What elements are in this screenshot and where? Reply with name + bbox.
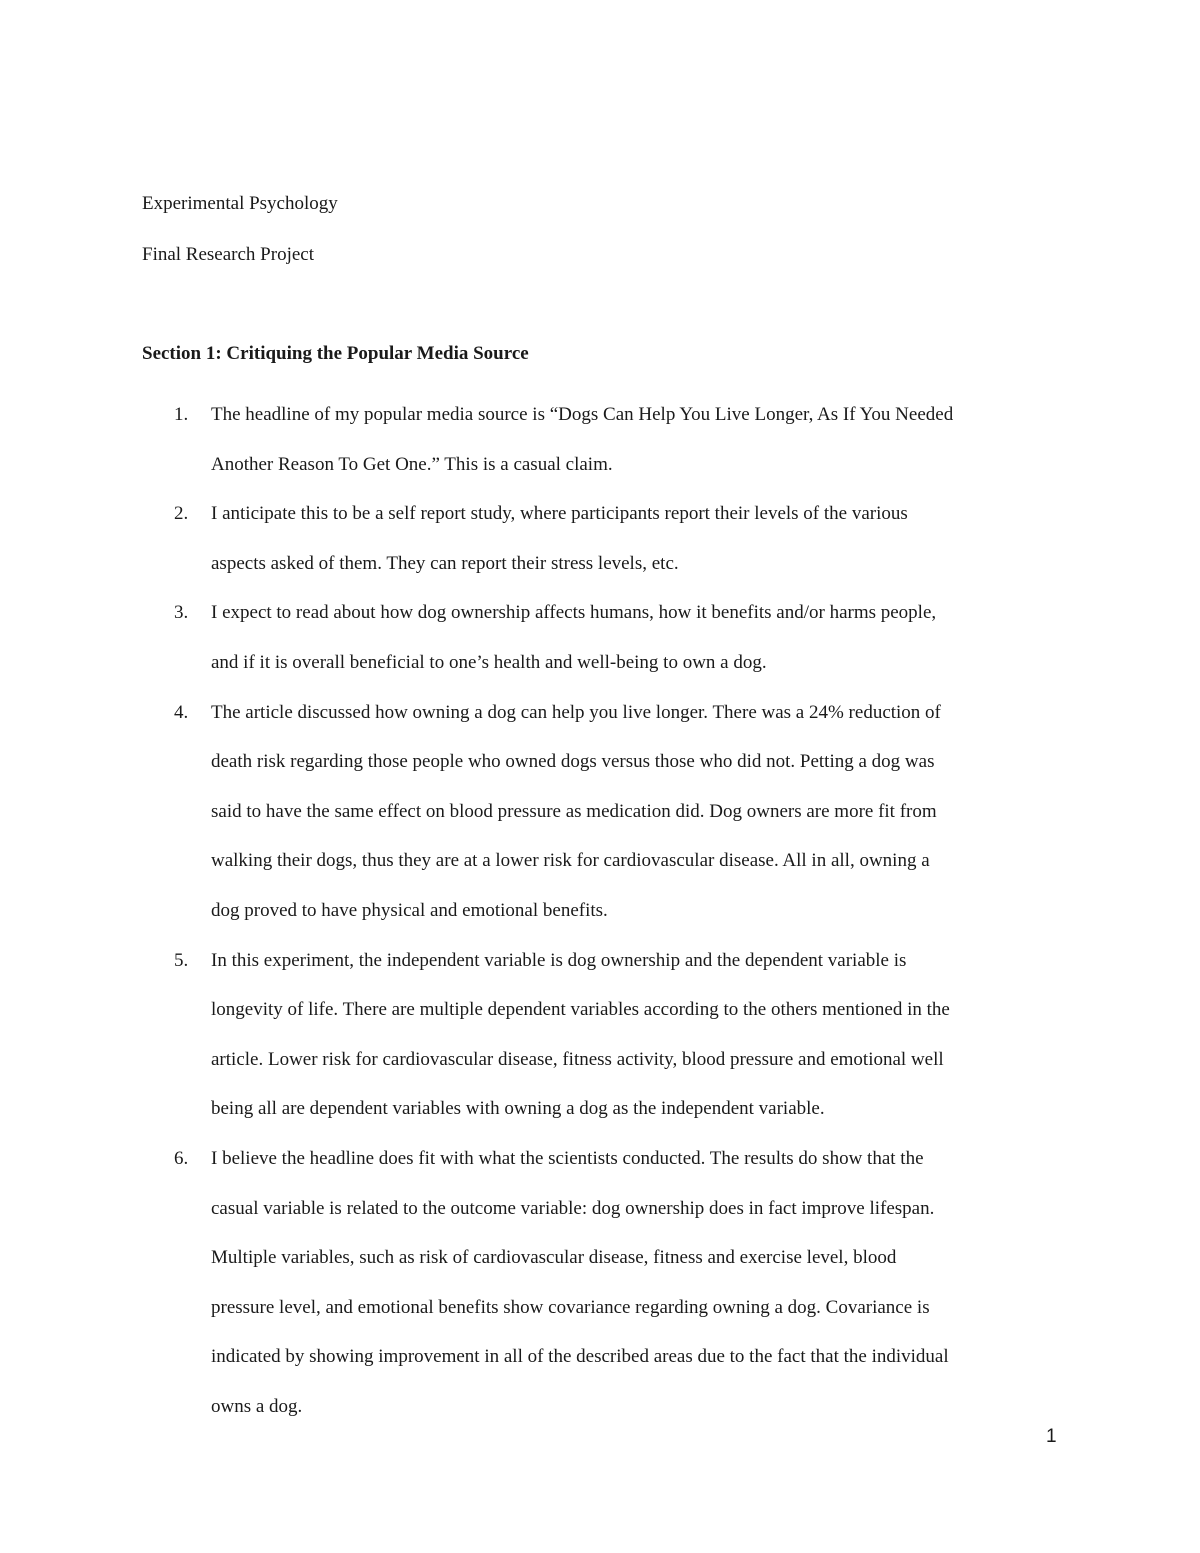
list-item-line: Multiple variables, such as risk of cardiovascular disease, fitness and exercise level, blood [211, 1247, 897, 1269]
list-item-line: I believe the headline does fit with what the scientists conducted. The results do show that the [211, 1147, 924, 1169]
list-item [0, 688, 1200, 936]
list-item-line: The article discussed how owning a dog can help you live longer. There was a 24% reduction of [211, 701, 941, 723]
list-item-line: walking their dogs, thus they are at a lower risk for cardiovascular disease. All in all, owning a [211, 850, 930, 872]
list-item-line: dog proved to have physical and emotional benefits. [211, 899, 608, 921]
list-item-line: In this experiment, the independent variable is dog ownership and the dependent variable is [211, 949, 907, 971]
list-item-line: owns a dog. [211, 1395, 303, 1417]
numbered-list [0, 390, 1200, 1431]
list-item [0, 588, 1200, 687]
list-item [0, 1134, 1200, 1432]
list-item-number: 4. [174, 701, 189, 723]
list-item-line: indicated by showing improvement in all of the described areas due to the fact that the individual [211, 1346, 949, 1368]
list-item-text [211, 390, 1061, 489]
list-item-number: 1. [174, 404, 189, 425]
list-item-number: 6. [174, 1147, 189, 1169]
list-item-line: said to have the same effect on blood pressure as medication did. Dog owners are more fit from [211, 800, 937, 822]
project-title: Final Research Project [142, 244, 315, 265]
page-number: 1 [1046, 1426, 1057, 1447]
list-item [0, 936, 1200, 1134]
list-item-line: casual variable is related to the outcome variable: dog ownership does in fact improve lifespan. [211, 1197, 935, 1219]
list-item-line: The headline of my popular media source is “Dogs Can Help You Live Longer, As If You Needed [211, 404, 954, 425]
list-item-text [211, 688, 1061, 936]
list-item-number: 5. [174, 949, 189, 971]
section-heading: Section 1: Critiquing the Popular Media Source [142, 343, 529, 364]
list-item-line: article. Lower risk for cardiovascular disease, fitness activity, blood pressure and emotional well [211, 1048, 944, 1070]
list-item-text [211, 588, 1061, 687]
list-item-line: aspects asked of them. They can report their stress levels, etc. [211, 552, 679, 574]
list-item-text [211, 1134, 1061, 1432]
list-item-line: Another Reason To Get One.” This is a casual claim. [211, 453, 613, 475]
list-item-line: I anticipate this to be a self report study, where participants report their levels of the various [211, 503, 908, 525]
list-item-line: I expect to read about how dog ownership affects humans, how it benefits and/or harms people, [211, 602, 937, 624]
list-item-text [211, 489, 1061, 588]
list-item-line: longevity of life. There are multiple dependent variables according to the others mentioned in the [211, 999, 950, 1021]
list-item-line: death risk regarding those people who owned dogs versus those who did not. Petting a dog was [211, 751, 935, 773]
list-item-number: 3. [174, 602, 189, 624]
list-item-text [211, 936, 1061, 1134]
list-item-number: 2. [174, 503, 189, 525]
list-item-line: pressure level, and emotional benefits show covariance regarding owning a dog. Covariance is [211, 1296, 930, 1318]
list-item [0, 489, 1200, 588]
course-title: Experimental Psychology [142, 193, 338, 214]
list-item-line: being all are dependent variables with owning a dog as the independent variable. [211, 1098, 825, 1120]
list-item-line: and if it is overall beneficial to one’s health and well-being to own a dog. [211, 651, 767, 673]
list-item [0, 390, 1200, 489]
